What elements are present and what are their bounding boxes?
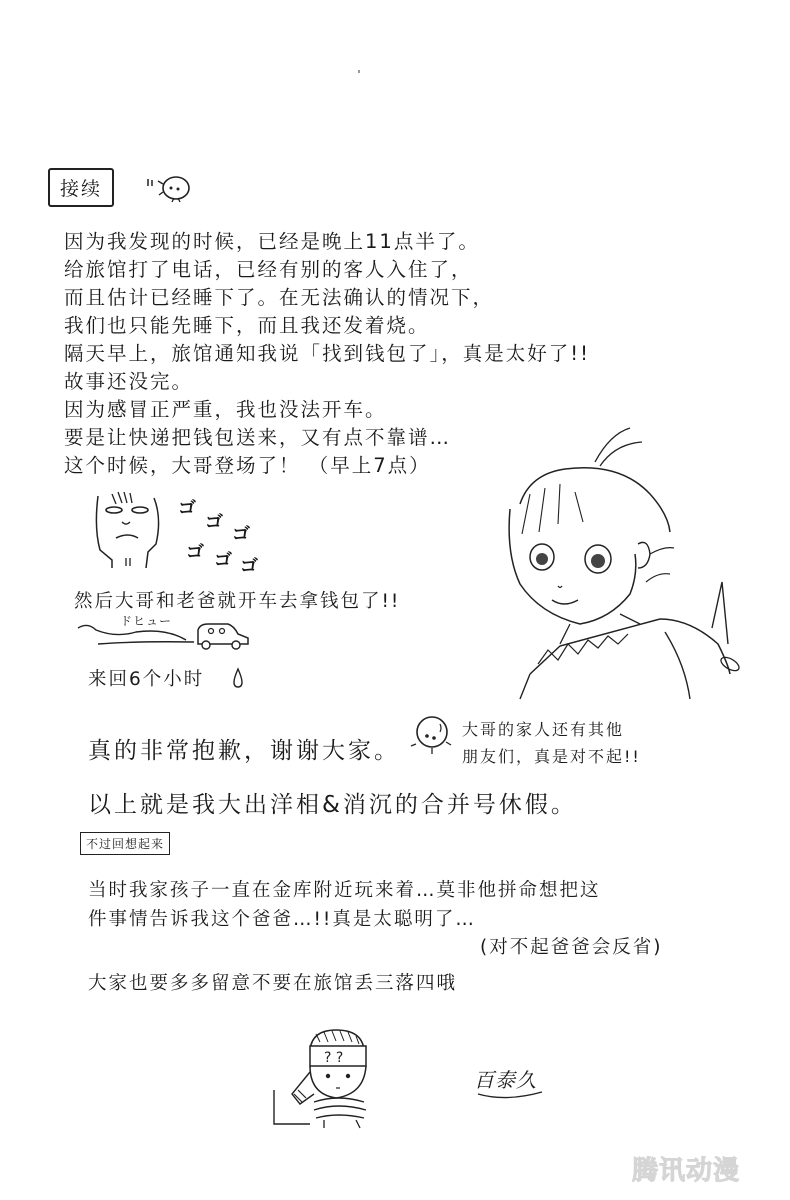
reflection-label: 不过回想起来 <box>80 832 170 855</box>
apology-side-note <box>462 716 641 770</box>
drive-caption: 然后大哥和老爸就开车去拿钱包了!! <box>74 591 401 612</box>
sweat-drop-icon <box>233 668 243 688</box>
sfx-go-3: ゴ <box>232 524 250 545</box>
sfx-go-6: ゴ <box>240 556 258 577</box>
big-brother-face-illustration <box>92 488 168 568</box>
story-line: 我们也只能先睡下，而且我还发着烧。 <box>64 314 430 337</box>
story-line: 隔天早上，旅馆通知我说「找到钱包了」，真是太好了!! <box>64 342 590 365</box>
sfx-go-5: ゴ <box>214 550 232 571</box>
story-line: 这个时候，大哥登场了！ （早上7点） <box>64 454 431 477</box>
conclusion-text: 以上就是我大出洋相&消沉的合并号休假。 <box>88 792 577 818</box>
signature-underline <box>476 1090 548 1102</box>
author-signature: 百泰久 <box>474 1068 537 1092</box>
author-portrait-illustration <box>270 1024 390 1128</box>
story-line: 因为感冒正严重，我也没法开车。 <box>64 398 387 421</box>
closing-text: 大家也要多多留意不要在旅馆丢三落四哦 <box>88 973 458 994</box>
chick-doodle-icon <box>138 170 194 204</box>
duration-text: 来回6个小时 <box>88 669 205 690</box>
side-note-line: 朋友们，真是对不起!! <box>462 747 641 766</box>
story-line: 因为我发现的时候，已经是晚上11点半了。 <box>64 230 480 253</box>
sfx-go-1: ゴ <box>178 498 196 519</box>
reflection-paragraph <box>88 876 601 934</box>
scan-speck <box>358 70 360 73</box>
side-note-line: 大哥的家人还有其他 <box>462 720 625 739</box>
reflection-aside: (对不起爸爸会反省) <box>480 937 663 958</box>
apology-main: 真的非常抱歉，谢谢大家。 <box>88 738 400 764</box>
section-label: 接续 <box>48 168 114 207</box>
child-illustration <box>490 414 750 704</box>
story-line: 故事还没完。 <box>64 370 194 393</box>
headband-text: ? ? <box>324 1050 344 1066</box>
reflection-line: 当时我家孩子一直在金库附近玩来着…莫非他拼命想把这 <box>88 880 601 901</box>
story-line: 要是让快递把钱包送来，又有点不靠谱… <box>64 426 452 449</box>
story-line: 而且估计已经睡下了。在无法确认的情况下， <box>64 286 495 309</box>
sfx-go-4: ゴ <box>186 542 204 563</box>
chick-face-icon <box>410 712 452 756</box>
sfx-go-2: ゴ <box>205 512 223 533</box>
story-line: 给旅馆打了电话，已经有别的客人入住了， <box>64 258 473 281</box>
watermark-logo: 腾讯动漫 <box>632 1156 741 1186</box>
sfx-doppler: ドヒュー <box>120 614 173 628</box>
reflection-line: 件事情告诉我这个爸爸…!!真是太聪明了… <box>88 909 476 930</box>
car-icon <box>194 622 252 652</box>
